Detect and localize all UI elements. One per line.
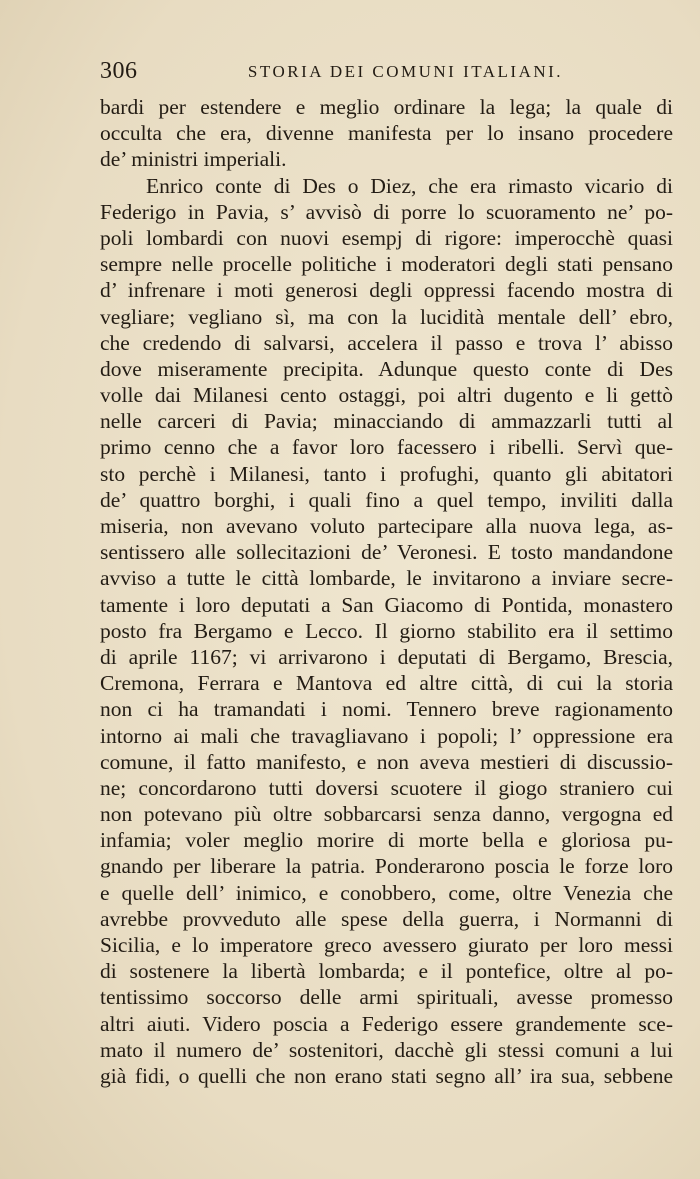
text-line: ne; concordarono tutti doversi scuotere il giogo straniero cui: [100, 775, 673, 800]
text-line: sentissero alle sollecitazioni de’ Veronesi. E tosto mandandone: [100, 540, 673, 565]
text-line: sto perchè i Milanesi, tanto i profughi, quanto gli abitatori: [100, 461, 673, 486]
text-line: gnando per liberare la patria. Ponderarono poscia le forze loro: [100, 854, 673, 879]
text-line: altri aiuti. Videro poscia a Federigo essere grandemente sce-: [100, 1011, 673, 1036]
text-line: d’ infrenare i moti generosi degli oppressi facendo mostra di: [100, 278, 673, 303]
text-line: già fidi, o quelli che non erano stati segno all’ ira sua, sebbene: [100, 1063, 673, 1088]
text-line: Federigo in Pavia, s’ avvisò di porre lo scuoramento ne’ po-: [100, 199, 673, 224]
text-line: dove miseramente precipita. Adunque questo conte di Des: [100, 356, 673, 381]
text-line: posto fra Bergamo e Lecco. Il giorno stabilito era il settimo: [100, 618, 673, 643]
text-line: intorno ai mali che travagliavano i popoli; l’ oppressione era: [100, 723, 673, 748]
text-line: tentissimo soccorso delle armi spirituali, avesse promesso: [100, 985, 673, 1010]
text-line: di aprile 1167; vi arrivarono i deputati di Bergamo, Brescia,: [100, 644, 673, 669]
text-line: e quelle dell’ inimico, e conobbero, come, oltre Venezia che: [100, 880, 673, 905]
text-line: occulta che era, divenne manifesta per lo insano procedere: [100, 121, 673, 146]
page-header: [100, 58, 675, 88]
text-line: comune, il fatto manifesto, e non aveva mestieri di discussio-: [100, 749, 673, 774]
text-line: volle dai Milanesi cento ostaggi, poi altri dugento e li gettò: [100, 383, 673, 408]
running-title: STORIA DEI COMUNI ITALIANI.: [247, 62, 564, 81]
text-line: primo cenno che a favor loro facessero i ribelli. Servì que-: [100, 435, 673, 460]
text-line: che credendo di salvarsi, accelera il passo e trova l’ abisso: [100, 330, 673, 355]
text-line: vegliare; vegliano sì, ma con la lucidità mentale dell’ ebro,: [100, 304, 673, 329]
text-line: avviso a tutte le città lombarde, le invitarono a inviare secre-: [100, 566, 673, 591]
text-line: sempre nelle procelle politiche i moderatori degli stati pensano: [100, 252, 673, 277]
text-line: bardi per estendere e meglio ordinare la lega; la quale di: [100, 95, 673, 119]
text-line: Cremona, Ferrara e Mantova ed altre città, di cui la storia: [100, 671, 673, 696]
text-line: tamente i loro deputati a San Giacomo di Pontida, monastero: [100, 592, 673, 617]
text-line: Sicilia, e lo imperatore greco avessero giurato per loro messi: [100, 933, 673, 957]
text-line: de’ ministri imperiali.: [100, 147, 287, 172]
text-line: non potevano più oltre sobbarcarsi senza danno, vergogna ed: [100, 802, 673, 827]
text-line: infamia; voler meglio morire di morte bella e gloriosa pu-: [100, 828, 673, 853]
text-line: mato il numero de’ sostenitori, dacchè gli stessi comuni a lui: [100, 1037, 673, 1062]
text-line: avrebbe provveduto alle spese della guerra, i Normanni di: [100, 906, 673, 931]
body-text: [100, 94, 673, 1089]
text-line: poli lombardi con nuovi esempj di rigore: imperocchè quasi: [100, 225, 673, 250]
text-line: de’ quattro borghi, i quali fino a quel tempo, inviliti dalla: [100, 487, 673, 512]
text-line: Enrico conte di Des o Diez, che era rimasto vicario di: [146, 173, 673, 198]
text-line: di sostenere la libertà lombarda; e il pontefice, oltre al po-: [100, 959, 673, 984]
text-line: non ci ha tramandati i nomi. Tennero breve ragionamento: [100, 697, 673, 722]
page-number: 306: [100, 58, 138, 84]
text-line: miseria, non avevano voluto partecipare alla nuova lega, as-: [100, 514, 673, 538]
text-line: nelle carceri di Pavia; minacciando di ammazzarli tutti al: [100, 409, 673, 434]
